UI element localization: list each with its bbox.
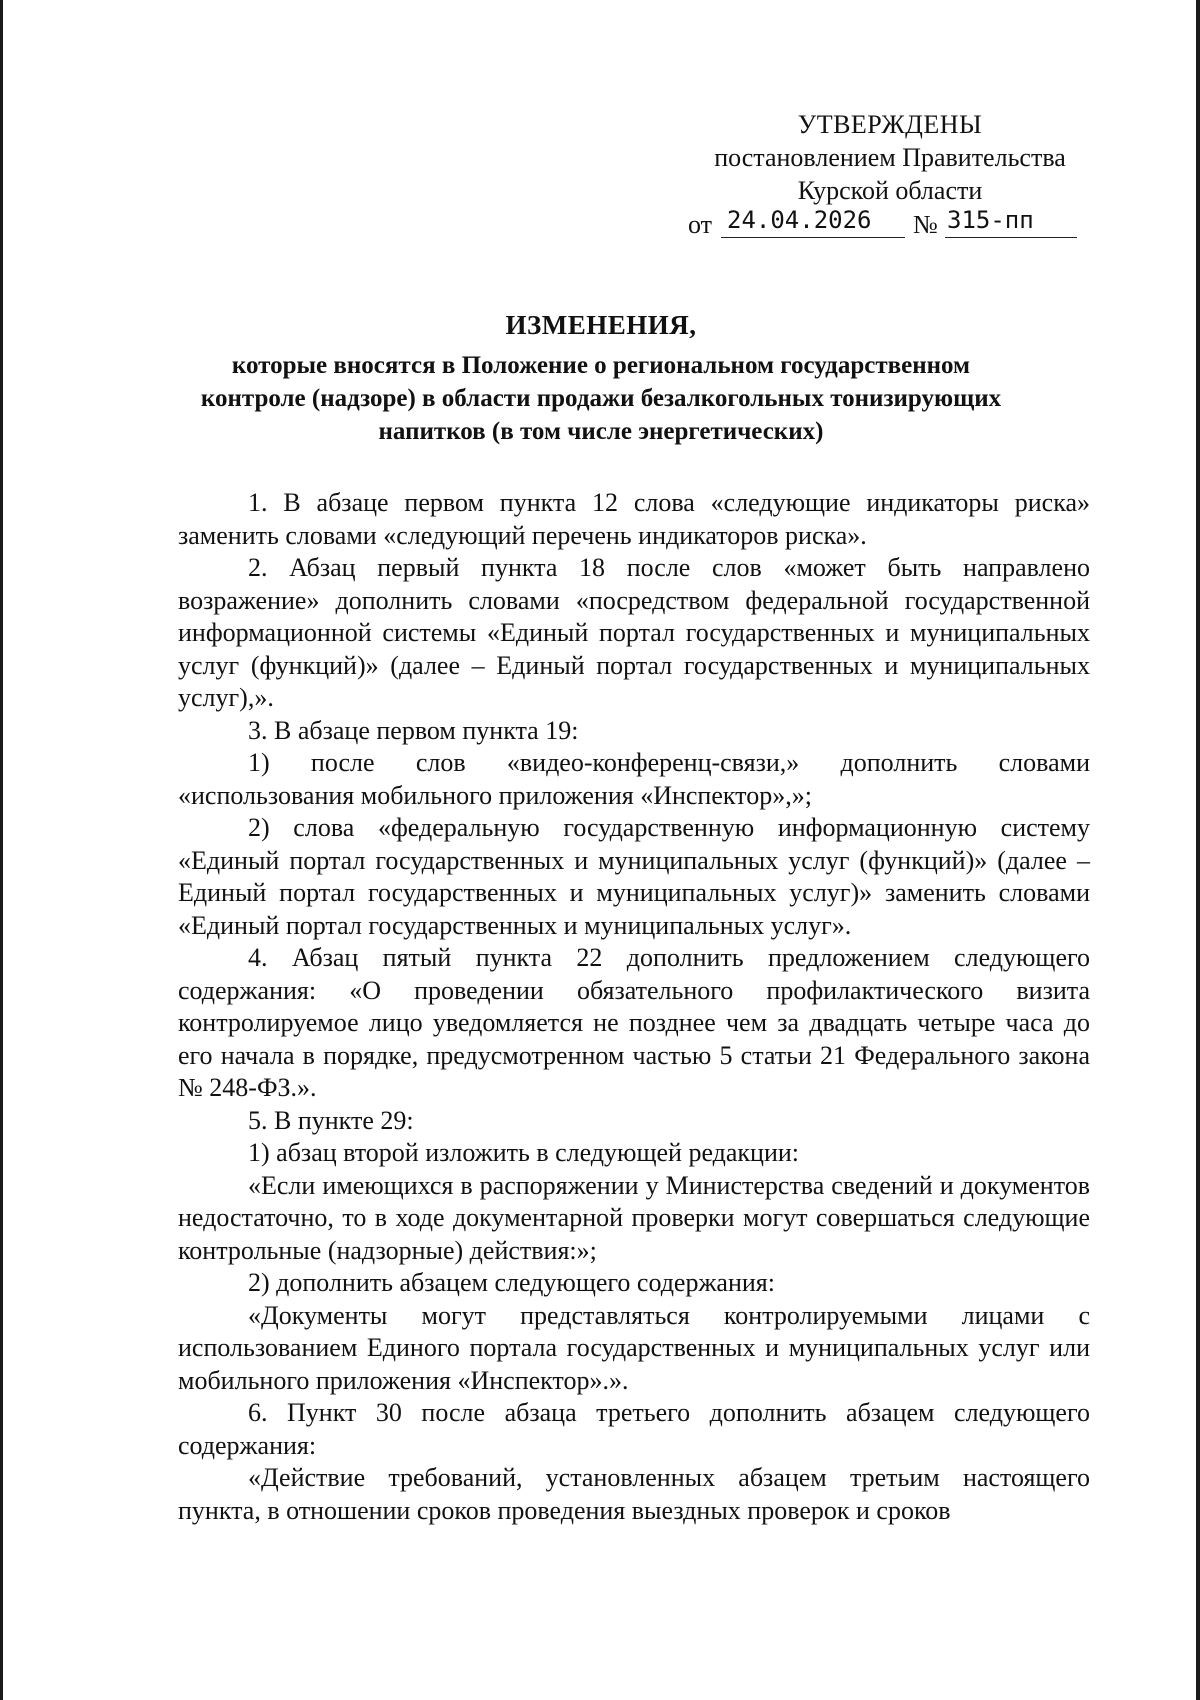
number-prefix: № [913,210,938,239]
date-prefix: от [688,210,713,239]
heading-subtitle [140,349,1062,448]
paragraph: 5. В пункте 29: [248,1105,414,1135]
heading-subtitle-line: напитков (в том числе энергетических) [378,418,824,445]
paragraph: «Действие требований, установленных абзацем третьим настоящего пункта, в отношении сроков проведения выездных проверок и сроков [178,1463,1090,1525]
paragraph: «Документы могут представляться контролируемыми лицами с использованием Единого портала государственных и муниципальных услуг или мобильного приложения «Инспектор».». [178,1300,1090,1395]
approval-resolution: постановлением Правительства [714,143,1066,172]
paragraph: 6. Пункт 30 после абзаца третьего дополнить абзацем следующего содержания: [178,1398,1090,1460]
document-body [178,487,1090,1527]
heading-subtitle-line: которые вносятся в Положение о региональном государственном [231,352,971,379]
approval-region: Курской области [797,176,983,205]
approval-number: 315-пп [945,205,1077,238]
approval-block [680,108,1100,207]
paragraph: 4. Абзац пятый пункта 22 дополнить предложением следующего содержания: «О проведении обязательного профилактического визита контролируемое лицо уведомляется не позднее чем за двадцать четыре часа до его начала в порядке, предусмотренном частью 5 статьи 21 Федерального закона № 248-ФЗ.». [178,943,1090,1102]
approval-title: УТВЕРЖДЕНЫ [797,110,983,139]
approval-date: 24.04.2026 [721,205,905,238]
scan-edge-right [1196,0,1200,1700]
scan-edge-left [0,0,3,1700]
paragraph: 3. В абзаце первом пункта 19: [248,715,579,745]
paragraph: 1. В абзаце первом пункта 12 слова «следующие индикаторы риска» заменить словами «следующий перечень индикаторов риска». [178,488,1090,550]
approval-date-line [688,205,1098,241]
paragraph: 2) дополнить абзацем следующего содержания: [248,1268,775,1297]
heading-title: ИЗМЕНЕНИЯ, [505,310,697,340]
paragraph: 1) абзац второй изложить в следующей редакции: [248,1138,800,1167]
paragraph: 2) слова «федеральную государственную информационную систему «Единый портал государственных и муниципальных услуг (функций)» (далее – Единый портал государственных и муниципальных услуг)» заменить словами «Единый портал государственных и муниципальных услуг». [178,813,1090,940]
paragraph: 1) после слов «видео-конференц-связи,» дополнить словами «использования мобильного приложения «Инспектор»,»; [178,748,1090,810]
paragraph: 2. Абзац первый пункта 18 после слов «может быть направлено возражение» дополнить словами «посредством федеральной государственной информационной системы «Единый портал государственных и муниципальных услуг (функций)» (далее – Единый портал государственных и муниципальных услуг),». [178,553,1090,712]
paragraph: «Если имеющихся в распоряжении у Министерства сведений и документов недостаточно, то в ходе документарной проверки могут совершаться следующие контрольные (надзорные) действия:»; [178,1170,1090,1265]
document-heading [140,307,1062,448]
heading-subtitle-line: контроле (надзоре) в области продажи безалкогольных тонизирующих [200,385,1002,412]
